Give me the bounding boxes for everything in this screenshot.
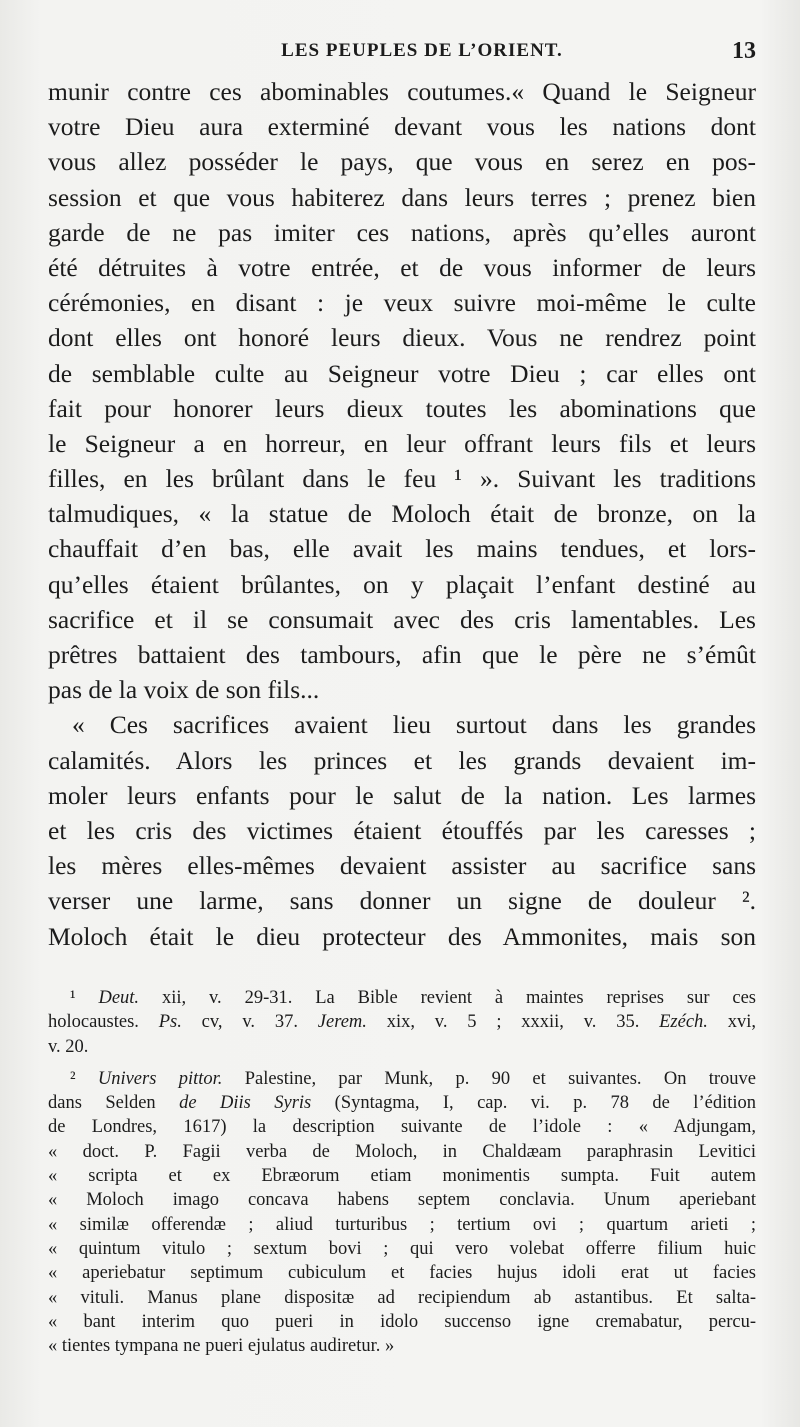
footnote-1-text: holocaustes. [48,1012,159,1033]
body-line: prêtres battaient des tambours, afin que le père ne s’émût [48,640,756,669]
body-line: fait pour honorer leurs dieux toutes les abominations que [48,393,756,423]
body-line: moler leurs enfants pour le salut de la nation. Les larmes [48,780,756,810]
footnote-1-ref: Jerem. [317,1012,367,1033]
body-line: munir contre ces abominables coutumes.« Quand le Seigneur [48,77,756,106]
body-line: dont elles ont honoré leurs dieux. Vous ne rendrez point [48,323,756,353]
footnote-2-ref: Univers pittor. [97,1068,223,1089]
footnote-1-ref: Ezéch. [659,1012,708,1033]
body-line: garde de ne pas imiter ces nations, après qu’elles auront [48,217,756,247]
body-line: cérémonies, en disant : je veux suivre moi-même le culte [48,288,756,318]
footnote-2-line: « tientes tympana ne pueri ejulatus audiretur. » [48,1336,395,1357]
footnote-2-line [48,1067,756,1091]
body-text [48,74,756,954]
body-line: calamités. Alors les princes et les grands devaient im- [48,745,756,775]
footnote-gap [48,1059,756,1067]
footnote-2-line: « doct. P. Fagii verba de Moloch, in Chaldæam paraphrasin Levitici [48,1141,756,1162]
body-line: session et que vous habiterez dans leurs terres ; prenez bien [48,182,756,212]
footnote-2-text: (Syntagma, I, cap. vi. p. 78 de l’édition [311,1093,756,1114]
body-line: et les cris des victimes étaient étouffés par les caresses ; [48,815,756,845]
running-head [48,40,756,68]
body-line: Moloch était le dieu protecteur des Ammonites, mais son [48,921,756,951]
body-line: qu’elles étaient brûlantes, on y plaçait l’enfant destiné au [48,569,756,599]
body-line: sacrifice et il se consumait avec des cris lamentables. Les [48,604,756,634]
running-title: LES PEUPLES DE L’ORIENT. [281,40,563,61]
footnote-1-text: xii, v. 29-31. La Bible revient à maintes reprises sur ces [139,988,757,1008]
footnote-2-line: « similæ offerendæ ; aliud turturibus ; tertium ovi ; quartum arieti ; [48,1214,756,1235]
footnote-1-ref: Ps. [158,1012,182,1033]
footnote-1-text: cv, v. 37. [181,1012,318,1033]
body-line: le Seigneur a en horreur, en leur offrant leurs fils et leurs [48,428,756,458]
body-line: vous allez posséder le pays, que vous en serez en pos- [48,147,756,177]
footnote-2-line: « aperiebatur septimum cubiculum et facies hujus idoli erat ut facies [48,1263,756,1284]
footnote-2-text: dans Selden [48,1093,180,1114]
body-line: été détruites à votre entrée, et de vous informer de leurs [48,252,756,282]
footnote-1-marker: ¹ [70,988,76,1008]
body-line: votre Dieu aura exterminé devant vous les nations dont [48,112,756,142]
footnote-2-line: « bant interim quo pueri in idolo succenso igne cremabatur, percu- [48,1311,756,1332]
footnote-1-line: v. 20. [48,1036,89,1057]
footnote-1-text: xix, v. 5 ; xxxii, v. 35. [366,1012,660,1033]
body-line-paragraph-start: « Ces sacrifices avaient lieu surtout dans les grandes [72,710,756,740]
body-line: verser une larme, sans donner un signe de douleur ². [48,886,756,916]
footnote-2-line [48,1091,756,1115]
body-line: filles, en les brûlant dans le feu ¹ ». Suivant les traditions [48,464,756,494]
body-line: pas de la voix de son fils... [48,675,320,705]
footnote-2-line: « quintum vitulo ; sextum bovi ; qui vero volebat offerre filium huic [48,1238,756,1259]
body-line: chauffait d’en bas, elle avait les mains tendues, et lors- [48,534,756,564]
page-number: 13 [732,38,756,64]
footnote-2-line: « Moloch imago concava habens septem conclavia. Unum aperiebant [48,1190,756,1211]
body-line: talmudiques, « la statue de Moloch était de bronze, on la [48,499,756,529]
body-line: les mères elles-mêmes devaient assister au sacrifice sans [48,851,756,881]
footnote-2-line: « scripta et ex Ebræorum etiam monimentis sumpta. Fuit autem [48,1166,756,1187]
footnote-2-ref: de Diis Syris [179,1093,312,1114]
footnote-1-ref: Deut. [98,988,140,1008]
footnote-2-marker: ² [70,1068,76,1089]
footnote-2-line: de Londres, 1617) la description suivante de l’idole : « Adjungam, [48,1117,756,1138]
footnote-1-text: xvi, [707,1012,757,1033]
footnote-1-line [48,1010,756,1034]
body-line: de semblable culte au Seigneur votre Dieu ; car elles ont [48,358,756,388]
footnote-1-line [48,986,756,1010]
footnotes [48,986,756,1358]
footnote-2-line: « vituli. Manus plane dispositæ ad recipiendum ab astantibus. Et salta- [48,1287,756,1308]
footnote-2-text: Palestine, par Munk, p. 90 et suivantes. On trouve [222,1068,757,1089]
